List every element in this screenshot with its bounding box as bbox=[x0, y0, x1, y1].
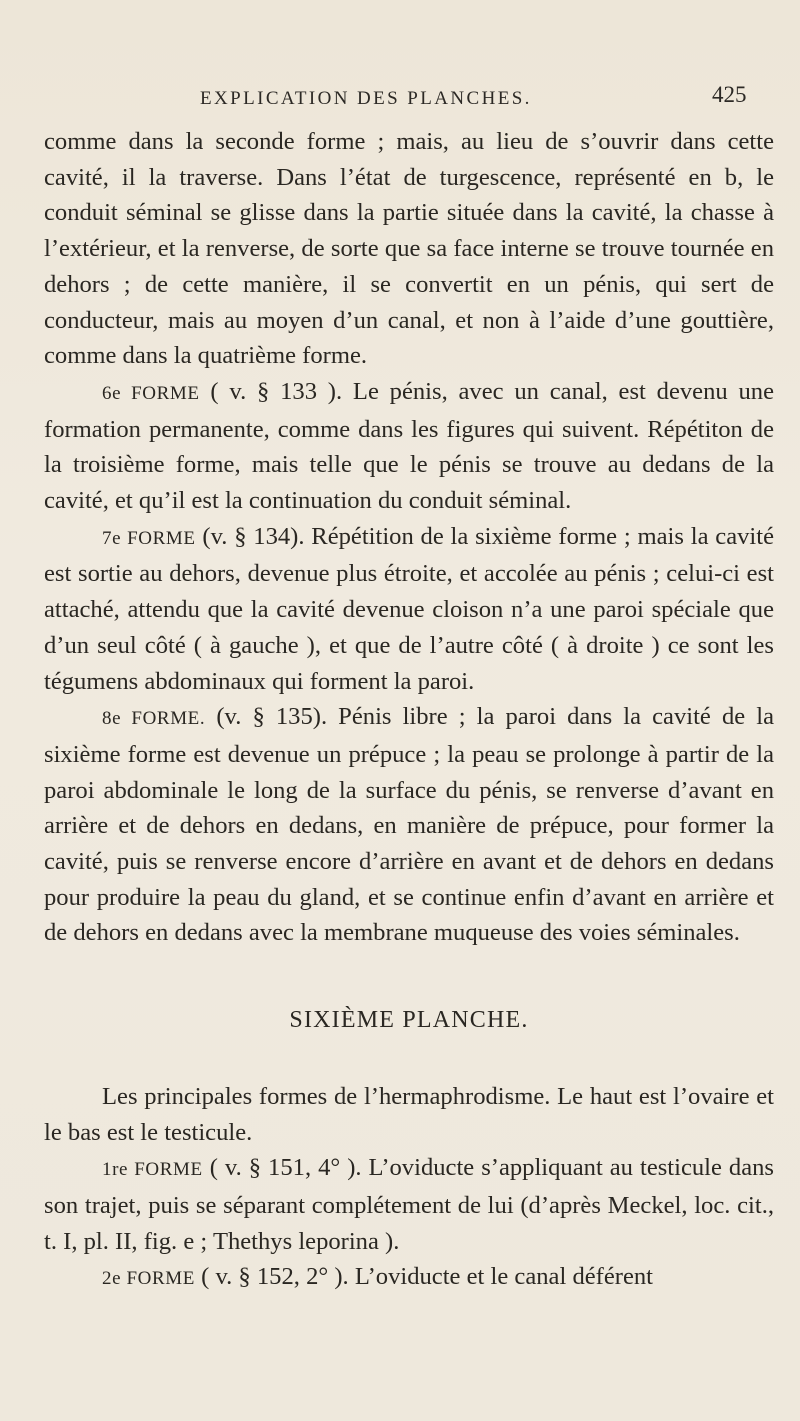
paragraph-first-form bbox=[44, 1150, 774, 1259]
running-title: EXPLICATION DES PLANCHES. bbox=[200, 88, 532, 109]
paragraph-text: (v. § 134). Répétition de la sixième forme ; mais la cavité est sortie au dehors, devenue plus étroite, et accolée au pénis ; celui-ci est attaché, attendu que la cavité devenue cloison n’a une paroi spéciale que d’un seul côté ( à gauche ), et que de l’autre côté ( à droite ) ce sont les tégumens abdominaux qui forment la paroi. bbox=[44, 522, 774, 695]
paragraph-sixth-form bbox=[44, 374, 774, 519]
paragraph-seventh-form bbox=[44, 519, 774, 700]
paragraph-eighth-form bbox=[44, 699, 774, 951]
form-label: 2e FORME bbox=[102, 1268, 195, 1290]
continuation-paragraph: comme dans la seconde forme ; mais, au lieu de s’ouvrir dans cette cavité, il la traverse. Dans l’état de turgescence, représenté en b, le conduit séminal se glisse dans la partie située dans la cavité, la chasse à l’extérieur, et la renverse, de sorte que sa face interne se trouve tournée en dehors ; de cette manière, il se convertit en un pénis, qui sert de conducteur, mais au moyen d’un canal, et non à l’aide d’une gouttière, comme dans la quatrième forme. bbox=[44, 128, 774, 370]
plate-heading: SIXIÈME PLANCHE. bbox=[289, 1007, 529, 1034]
paragraph-text: (v. § 135). Pénis libre ; la paroi dans la cavité de la sixième forme est devenue un prépuce ; la peau se prolonge à partir de la paroi abdominale le long de la surface du pénis, se renverse d’avant en arrière et de dehors en dedans, en manière de prépuce, pour former la cavité, puis se renverse encore d’arrière en avant et de dehors en dedans pour produire la peau du gland, et se continue enfin d’avant en arrière et de dehors en dedans avec la membrane muqueuse des voies séminales. bbox=[44, 703, 774, 947]
form-label: 1re FORME bbox=[102, 1159, 203, 1181]
paragraph-text: ( v. § 151, 4° ). L’oviducte s’appliquant au testicule dans son trajet, puis se séparant complétement de lui (d’après Meckel, loc. cit., t. I, pl. II, fig. e ; Thethys leporina ). bbox=[44, 1154, 775, 1255]
page-number: 425 bbox=[712, 82, 747, 107]
plate-intro-paragraph: Les principales formes de l’hermaphrodisme. Le haut est l’ovaire et le bas est le testicule. bbox=[44, 1082, 774, 1146]
form-label: 7e FORME bbox=[102, 527, 196, 549]
form-label: 6e FORME bbox=[102, 382, 200, 404]
form-label: 8e FORME. bbox=[102, 708, 206, 730]
main-text bbox=[44, 124, 774, 1297]
running-head bbox=[0, 78, 800, 114]
paragraph-text: ( v. § 152, 2° ). L’oviducte et le canal déférent bbox=[194, 1263, 653, 1291]
paragraph-second-form bbox=[44, 1259, 774, 1297]
paragraph-text: ( v. § 133 ). Le pénis, avec un canal, est devenu une formation permanente, comme dans les figures qui suivent. Répétiton de la troisième forme, mais telle que le pénis se trouve au dedans de la cavité, et qu’il est la continuation du conduit séminal. bbox=[44, 377, 774, 515]
